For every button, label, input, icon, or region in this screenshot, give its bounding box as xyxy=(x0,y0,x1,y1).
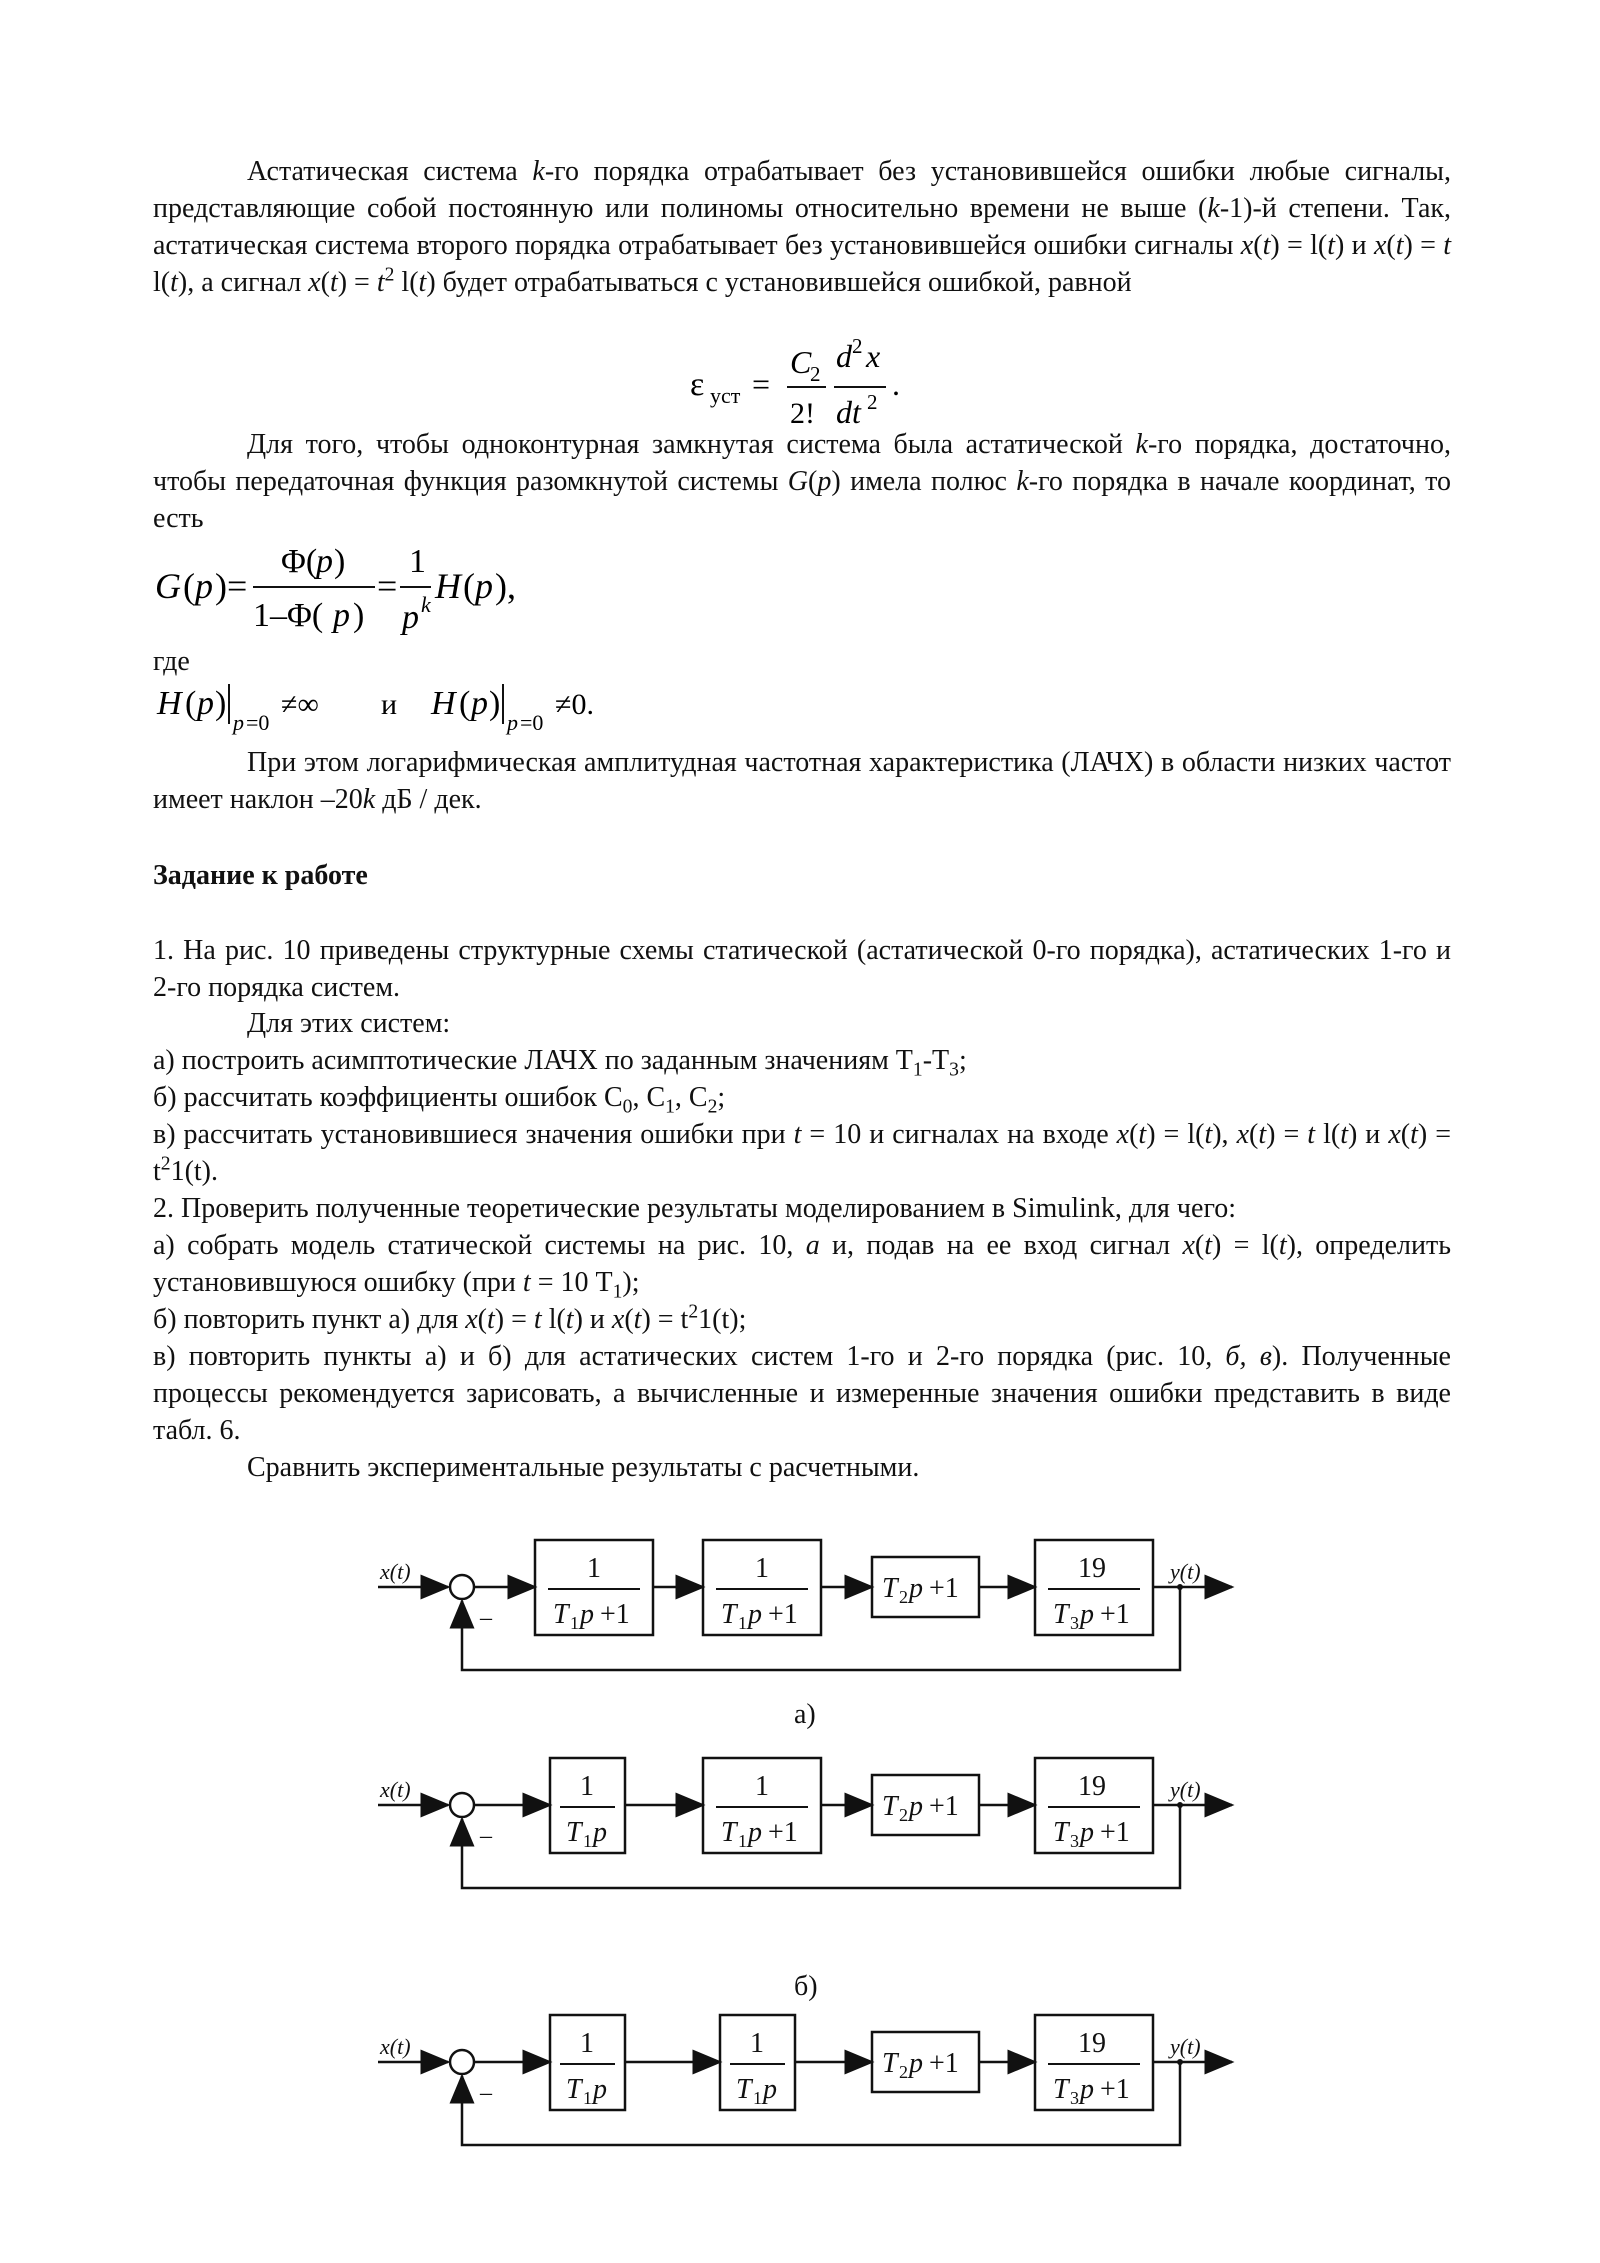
svg-text:=0: =0 xyxy=(520,710,544,735)
svg-text:G: G xyxy=(155,566,181,606)
svg-text:p: p xyxy=(333,597,350,634)
svg-text:3: 3 xyxy=(1070,1831,1079,1851)
svg-text:p: p xyxy=(471,685,488,722)
svg-text:)=: )= xyxy=(215,566,248,606)
svg-text:p: p xyxy=(1080,1817,1094,1848)
svg-text:p: p xyxy=(402,599,419,636)
svg-text:3: 3 xyxy=(1070,2088,1079,2108)
block-diagram-astatic-1 xyxy=(370,1733,1250,1913)
svg-text:–: – xyxy=(480,1823,492,1849)
task-1: 1. На рис. 10 приведены структурные схемы статической (астатической 0-го порядка), астатических 1-го и 2-го порядка систем. xyxy=(153,935,1451,1003)
svg-text:(: ( xyxy=(459,685,471,722)
text-where: где xyxy=(153,646,190,677)
svg-text:x: x xyxy=(866,338,881,374)
svg-text:p: p xyxy=(475,566,493,606)
svg-text:1–Φ(: 1–Φ( xyxy=(253,597,324,634)
svg-text:T: T xyxy=(721,1817,737,1848)
block-diagram-astatic-2 xyxy=(370,1990,1250,2170)
svg-text:p: p xyxy=(909,1573,923,1604)
svg-text:y(t): y(t) xyxy=(1170,2034,1201,2059)
svg-text:T: T xyxy=(882,1573,898,1604)
svg-text:1: 1 xyxy=(409,543,426,580)
paragraph-lachh-slope: При этом логарифмическая амплитудная частотная характеристика (ЛАЧХ) в области низких частот имеет наклон –20k дБ / дек. xyxy=(153,747,1451,815)
svg-text:1: 1 xyxy=(587,1553,601,1584)
svg-text:ε: ε xyxy=(690,366,705,403)
task-1b: б) рассчитать коэффициенты ошибок $С_0$, $С_1$, $С_2$; xyxy=(153,1082,726,1118)
svg-text:T: T xyxy=(736,2074,752,2105)
svg-text:): ) xyxy=(215,685,227,722)
svg-text:H: H xyxy=(435,566,461,606)
block-diagram-static xyxy=(370,1515,1250,1695)
svg-text:+1: +1 xyxy=(768,1817,798,1848)
svg-text:19: 19 xyxy=(1078,1771,1106,1802)
svg-text:T: T xyxy=(1053,1817,1069,1848)
svg-text:2: 2 xyxy=(867,390,878,414)
svg-text:1: 1 xyxy=(583,2088,592,2108)
svg-text:): ) xyxy=(489,685,501,722)
svg-text:1: 1 xyxy=(753,2088,762,2108)
svg-text:+1: +1 xyxy=(929,2048,959,2079)
svg-text:1: 1 xyxy=(738,1613,747,1633)
svg-text:1: 1 xyxy=(580,2028,594,2059)
svg-text:d: d xyxy=(836,338,852,374)
svg-text:1: 1 xyxy=(583,1831,592,1851)
svg-text:2: 2 xyxy=(899,1587,908,1607)
paragraph-single-loop: Для того, чтобы одноконтурная замкнутая система была астатической k-го порядка, достаточно, чтобы передаточная функция разомкнутой системы G(p) имела полюс k-го порядка в начале координат, то есть xyxy=(153,429,1451,534)
input-label: x(t) xyxy=(380,1559,411,1584)
svg-text:(: ( xyxy=(183,566,195,606)
svg-text:x(t): x(t) xyxy=(380,2034,411,2059)
svg-text:p: p xyxy=(748,1599,762,1630)
svg-text:),: ), xyxy=(495,566,516,606)
paragraph-astatic-intro: Астатическая система k-го порядка отрабатывает без установившейся ошибки любые сигналы, представляющие собой постоянную или полиномы относительно времени не выше (k-1)-й степени. Так, астатическая система второго порядка отрабатывает без установившейся ошибки сигналы x(t) = l(t) и x(t) = t l(t), а сигнал $x(t) = t^2$ l(t) будет отрабатываться с установившейся ошибкой, равной xyxy=(153,156,1452,298)
svg-text:+1: +1 xyxy=(929,1573,959,1604)
svg-text:H: H xyxy=(431,685,456,722)
svg-text:k: k xyxy=(421,592,431,617)
task-2b: б) повторить пункт а) для x(t) = t l(t) и $x(t) = t^21(t)$; xyxy=(153,1301,747,1335)
svg-text:.: . xyxy=(892,366,900,402)
task-2c: в) повторить пункты а) и б) для астатических систем 1-го и 2-го порядка (рис. 10, б, в). Полученные процессы рекомендуется зарисовать, а вычисленные и измеренные значения ошибки представить в виде табл. 6. xyxy=(153,1341,1451,1446)
svg-text:p: p xyxy=(1080,2074,1094,2105)
svg-text:+1: +1 xyxy=(1100,1599,1130,1630)
svg-text:–: – xyxy=(480,2080,492,2106)
svg-text:≠∞: ≠∞ xyxy=(281,688,319,721)
svg-text:p: p xyxy=(580,1599,594,1630)
svg-text:p: p xyxy=(507,710,518,735)
svg-text:p: p xyxy=(195,566,213,606)
svg-text:(: ( xyxy=(185,685,197,722)
svg-text:T: T xyxy=(721,1599,737,1630)
svg-text:2: 2 xyxy=(810,362,821,386)
svg-text:+1: +1 xyxy=(1100,2074,1130,2105)
svg-text:2!: 2! xyxy=(790,397,815,430)
svg-text:1: 1 xyxy=(750,2028,764,2059)
svg-text:T: T xyxy=(882,1791,898,1822)
svg-text:уст: уст xyxy=(710,383,741,408)
svg-text:): ) xyxy=(334,543,346,580)
svg-text:+1: +1 xyxy=(768,1599,798,1630)
svg-text:dt: dt xyxy=(836,394,861,430)
svg-text:T: T xyxy=(1053,1599,1069,1630)
svg-text:T: T xyxy=(1053,2074,1069,2105)
svg-text:T: T xyxy=(882,2048,898,2079)
svg-text:3: 3 xyxy=(1070,1613,1079,1633)
caption-a: а) xyxy=(794,1699,816,1730)
task-1c: в) рассчитать установившиеся значения ошибки при t = 10 и сигналах на входе x(t) = l(t), x(t) = t l(t) и $x(t) = t^21(t)$. xyxy=(153,1119,1451,1187)
svg-text:+1: +1 xyxy=(929,1791,959,1822)
svg-text:+1: +1 xyxy=(600,1599,630,1630)
task-1-systems: Для этих систем: xyxy=(247,1008,451,1039)
svg-text:≠0.: ≠0. xyxy=(555,688,594,721)
section-heading: Задание к работе xyxy=(153,860,368,891)
task-2a: а) собрать модель статической системы на рис. 10, а и, подав на ее вход сигнал x(t) = l(t), определить установившуюся ошибку (при t = 10 $Т_1$); xyxy=(153,1230,1451,1303)
svg-text:p: p xyxy=(233,710,244,735)
svg-text:p: p xyxy=(1080,1599,1094,1630)
task-2: 2. Проверить полученные теоретические результаты моделированием в Simulink, для чего: xyxy=(153,1193,1237,1224)
svg-text:1: 1 xyxy=(738,1831,747,1851)
svg-text:p: p xyxy=(748,1817,762,1848)
svg-text:=0: =0 xyxy=(246,710,270,735)
svg-text:1: 1 xyxy=(570,1613,579,1633)
svg-text:19: 19 xyxy=(1078,2028,1106,2059)
svg-text:=: = xyxy=(377,566,398,606)
svg-text:2: 2 xyxy=(852,335,863,358)
caption-b: б) xyxy=(794,1971,818,2002)
svg-text:p: p xyxy=(593,1817,607,1848)
svg-text:и: и xyxy=(381,688,398,721)
svg-text:+1: +1 xyxy=(1100,1817,1130,1848)
svg-text:T: T xyxy=(566,2074,582,2105)
svg-text:p: p xyxy=(763,2074,777,2105)
summing-junction xyxy=(450,1575,474,1599)
task-1a: а) построить асимптотические ЛАЧХ по заданным значениям $Т_1-Т_3$; xyxy=(153,1045,967,1081)
svg-text:1: 1 xyxy=(755,1553,769,1584)
svg-text:H: H xyxy=(157,685,182,722)
formula-h-conditions xyxy=(153,676,673,746)
svg-text:T: T xyxy=(553,1599,569,1630)
svg-text:p: p xyxy=(316,543,333,580)
svg-text:p: p xyxy=(593,2074,607,2105)
svg-text:1: 1 xyxy=(755,1771,769,1802)
svg-text:(: ( xyxy=(463,566,475,606)
task-3: Сравнить экспериментальные результаты с расчетными. xyxy=(247,1452,920,1483)
svg-text:19: 19 xyxy=(1078,1553,1106,1584)
svg-text:2: 2 xyxy=(899,1805,908,1825)
formula-open-loop-transfer xyxy=(153,540,533,650)
svg-text:–: – xyxy=(480,1605,492,1631)
svg-text:p: p xyxy=(909,1791,923,1822)
svg-text:1: 1 xyxy=(580,1771,594,1802)
svg-text:p: p xyxy=(909,2048,923,2079)
svg-text:p: p xyxy=(197,685,214,722)
svg-text:y(t): y(t) xyxy=(1170,1777,1201,1802)
svg-text:T: T xyxy=(566,1817,582,1848)
svg-text:Φ(: Φ( xyxy=(281,543,318,580)
svg-text:y(t): y(t) xyxy=(1170,1559,1201,1584)
svg-text:C: C xyxy=(790,344,812,380)
svg-text:=: = xyxy=(752,366,771,402)
svg-text:2: 2 xyxy=(899,2062,908,2082)
svg-text:): ) xyxy=(353,597,365,634)
svg-text:x(t): x(t) xyxy=(380,1777,411,1802)
